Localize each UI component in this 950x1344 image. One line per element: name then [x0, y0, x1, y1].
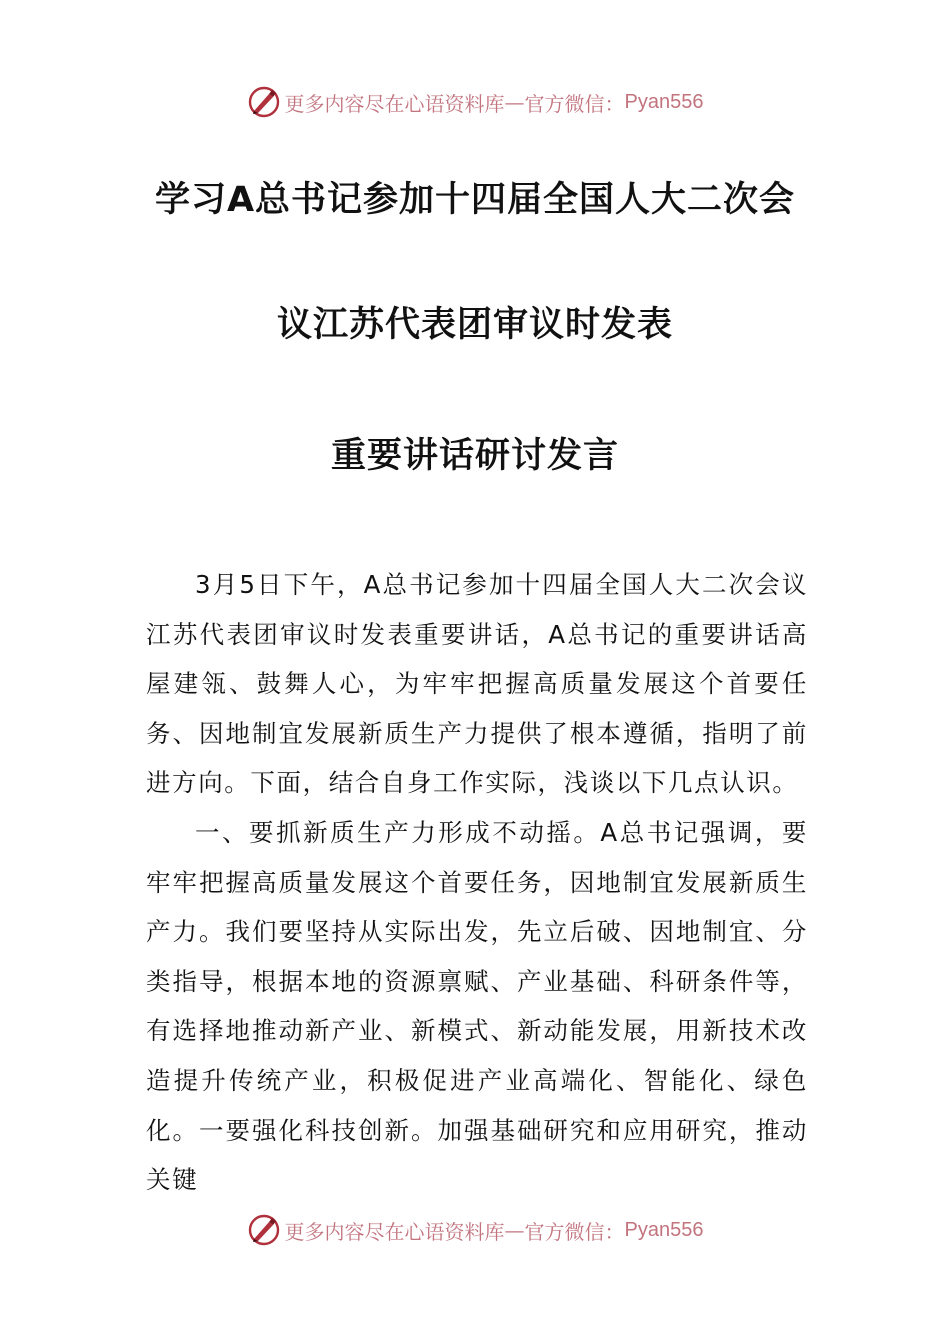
document-body	[146, 560, 808, 1205]
watermark-banner-top	[0, 82, 950, 122]
watermark-wechat-id: Pyan556	[624, 90, 704, 113]
pen-logo-icon	[247, 1213, 281, 1247]
watermark-banner-bottom	[0, 1210, 950, 1250]
document-title-line-3: 重要讲话研讨发言	[330, 436, 619, 476]
document-title-line-2: 议江苏代表团审议时发表	[276, 305, 673, 345]
body-paragraph-2: 一、要抓新质生产力形成不动摇。A总书记强调，要牢牢把握高质量发展这个首要任务，因地制宜发展新质生产力。我们要坚持从实际出发，先立后破、因地制宜、分类指导，根据本地的资源禀赋、产业基础、科研条件等，有选择地推动新产业、新模式、新动能发展，用新技术改造提升传统产业，积极促进产业高端化、智能化、绿色化。一要强化科技创新。加强基础研究和应用研究，推动关键	[146, 817, 808, 1195]
watermark-wechat-label: 官方微信：	[524, 1219, 625, 1244]
watermark-text: 更多内容尽在心语资料库	[284, 1219, 505, 1244]
pen-logo-icon	[247, 85, 281, 119]
watermark-wechat-label: 官方微信：	[524, 91, 625, 116]
watermark-separator: —	[504, 90, 525, 114]
document-title-line-1: 学习A总书记参加十四届全国人大二次会	[154, 180, 796, 220]
watermark-wechat-id: Pyan556	[624, 1218, 704, 1241]
watermark-text: 更多内容尽在心语资料库	[284, 91, 505, 116]
watermark-separator: —	[504, 1218, 525, 1242]
body-paragraph-1: 3月5日下午，A总书记参加十四届全国人大二次会议江苏代表团审议时发表重要讲话，A总书记的重要讲话高屋建瓴、鼓舞人心，为牢牢把握高质量发展这个首要任务、因地制宜发展新质生产力提供了根本遵循，指明了前进方向。下面，结合自身工作实际，浅谈以下几点认识。	[146, 570, 808, 798]
